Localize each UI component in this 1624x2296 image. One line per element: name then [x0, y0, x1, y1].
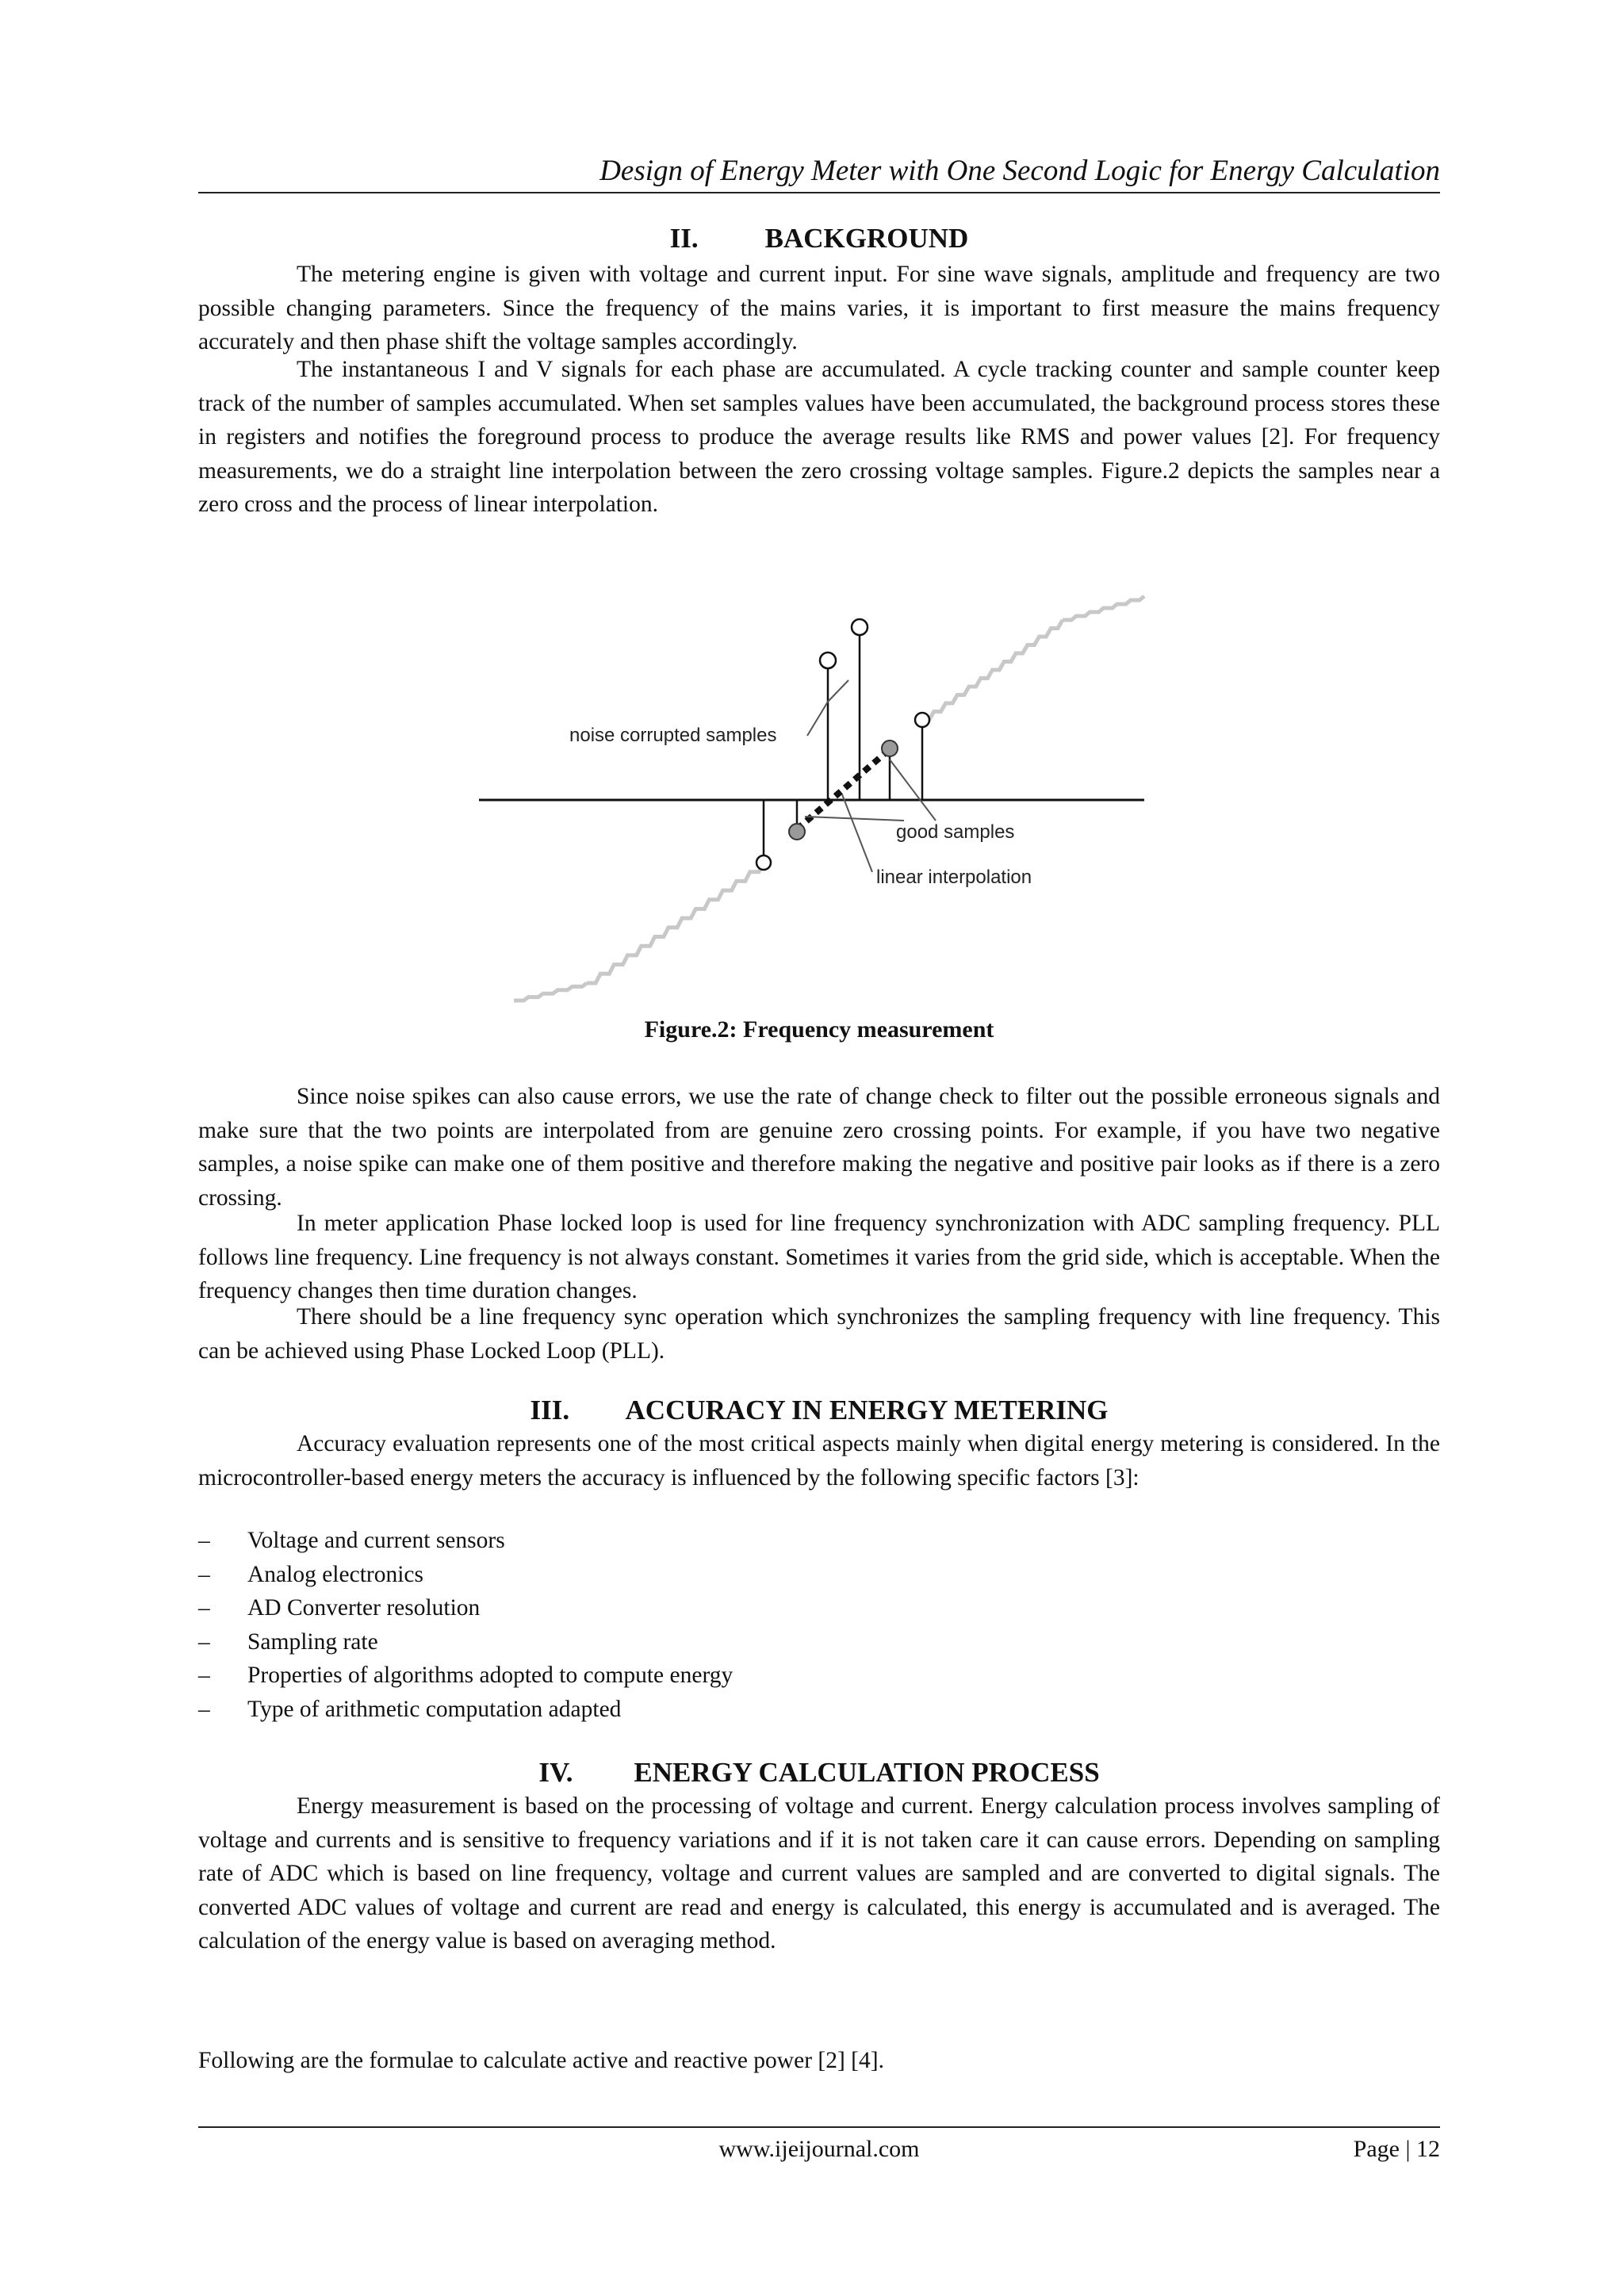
bullet-dash: –: [198, 1561, 210, 1587]
accuracy-factors-list: [198, 1524, 1440, 1726]
section-title: ENERGY CALCULATION PROCESS: [634, 1757, 1100, 1788]
formulae-intro: Following are the formulae to calculate active and reactive power [2] [4].: [198, 2048, 884, 2073]
sample-circle: [915, 713, 929, 727]
list-item: [198, 1591, 1440, 1625]
list-item: [198, 1625, 1440, 1659]
bullet-dash: –: [198, 1696, 210, 1722]
list-item-text: Analog electronics: [247, 1561, 423, 1587]
bullet-dash: –: [198, 1628, 210, 1655]
energy-paragraph: Energy measurement is based on the processing of voltage and current. Energy calculation process involves sampling of voltage and currents and is sensitive to frequency variations and if it is not taken care it can cause errors. Depending on sampling rate of ADC which is based on line frequency, voltage and current values are sampled and are converted to digital signals. The converted ADC values of voltage and current are read and energy is calculated, this energy is accumulated and is averaged. The calculation of the energy value is based on averaging method.: [198, 1793, 1440, 1954]
frequency-measurement-figure: [0, 0, 1624, 1031]
figure-caption: Figure.2: Frequency measurement: [644, 1016, 994, 1043]
after-figure-paragraph-3: There should be a line frequency sync operation which synchronizes the sampling frequency with line frequency. This can be achieved using Phase Locked Loop (PLL).: [198, 1304, 1440, 1364]
interp-leader: [842, 794, 872, 872]
good-leader: [890, 760, 936, 821]
waveform-lower-rise: [587, 863, 764, 983]
section-number: IV.: [538, 1757, 573, 1788]
section-heading-energy: [198, 1756, 1440, 1789]
after-figure-paragraph-1: Since noise spikes can also cause errors, we use the rate of change check to filter out the possible erroneous signals and make sure that the two points are interpolated from are genuine zero crossing points. For example, if you have two negative samples, a noise spike can make one of them positive and therefore making the negative and positive pair looks as if there is a zero crossing.: [198, 1084, 1440, 1211]
bullet-dash: –: [198, 1528, 210, 1553]
section-title: BACKGROUND: [764, 223, 969, 254]
footer-url: www.ijeijournal.com: [718, 2136, 920, 2162]
list-item-text: Voltage and current sensors: [247, 1528, 505, 1553]
section-number: III.: [530, 1395, 570, 1425]
noise-sample-circle: [820, 652, 836, 668]
section-heading-accuracy: [198, 1394, 1440, 1427]
footer-rule: [198, 2126, 1440, 2128]
list-item-text: Sampling rate: [247, 1628, 378, 1655]
sample-circle: [756, 855, 771, 870]
footer-page-number: Page | 12: [1353, 2136, 1440, 2162]
waveform-upper-tail: [1063, 596, 1144, 620]
good-sample-dot: [789, 824, 805, 840]
list-item-text: Type of arithmetic computation adapted: [247, 1696, 622, 1722]
linear-interpolation-label: linear interpolation: [876, 867, 1032, 888]
list-item-text: Properties of algorithms adopted to compute energy: [247, 1663, 733, 1688]
section-number: II.: [669, 223, 699, 254]
list-item: [198, 1659, 1440, 1693]
list-item: [198, 1558, 1440, 1592]
waveform-lower-tail: [514, 983, 587, 1001]
list-item-text: AD Converter resolution: [247, 1595, 481, 1621]
good-sample-dot: [882, 740, 898, 756]
background-paragraph-1: The metering engine is given with voltage and current input. For sine wave signals, amplitude and frequency are two possible changing parameters. Since the frequency of the mains varies, it is important to first measure the mains frequency accurately and then phase shift the voltage samples accordingly.: [198, 262, 1440, 354]
good-leader: [805, 817, 904, 821]
leader-lines: [805, 680, 936, 872]
running-header: Design of Energy Meter with One Second Logic for Energy Calculation: [599, 155, 1440, 187]
bullet-dash: –: [198, 1595, 210, 1621]
list-item: [198, 1524, 1440, 1558]
bullet-dash: –: [198, 1663, 210, 1688]
accuracy-paragraph: Accuracy evaluation represents one of the most critical aspects mainly when digital energy metering is considered. In the microcontroller-based energy meters the accuracy is influenced by the following specific factors [3]:: [198, 1431, 1440, 1490]
background-paragraph-2: The instantaneous I and V signals for each phase are accumulated. A cycle tracking counter and sample counter keep track of the number of samples accumulated. When set samples values have been accumulated, the background process stores these in registers and notifies the foreground process to produce the average results like RMS and power values [2]. For frequency measurements, we do a straight line interpolation between the zero crossing voltage samples. Figure.2 depicts the samples near a zero cross and the process of linear interpolation.: [198, 357, 1440, 517]
noise-label: noise corrupted samples: [569, 725, 777, 746]
list-item: [198, 1693, 1440, 1727]
waveform-upper-rise: [922, 620, 1063, 720]
after-figure-paragraph-2: In meter application Phase locked loop is used for line frequency synchronization with ADC sampling frequency. PLL follows line frequency. Line frequency is not always constant. Sometimes it varies from the grid side, which is acceptable. When the frequency changes then time duration changes.: [198, 1211, 1440, 1303]
noise-sample-circle: [852, 619, 868, 635]
section-title: ACCURACY IN ENERGY METERING: [625, 1395, 1109, 1425]
good-samples-label: good samples: [896, 821, 1015, 843]
